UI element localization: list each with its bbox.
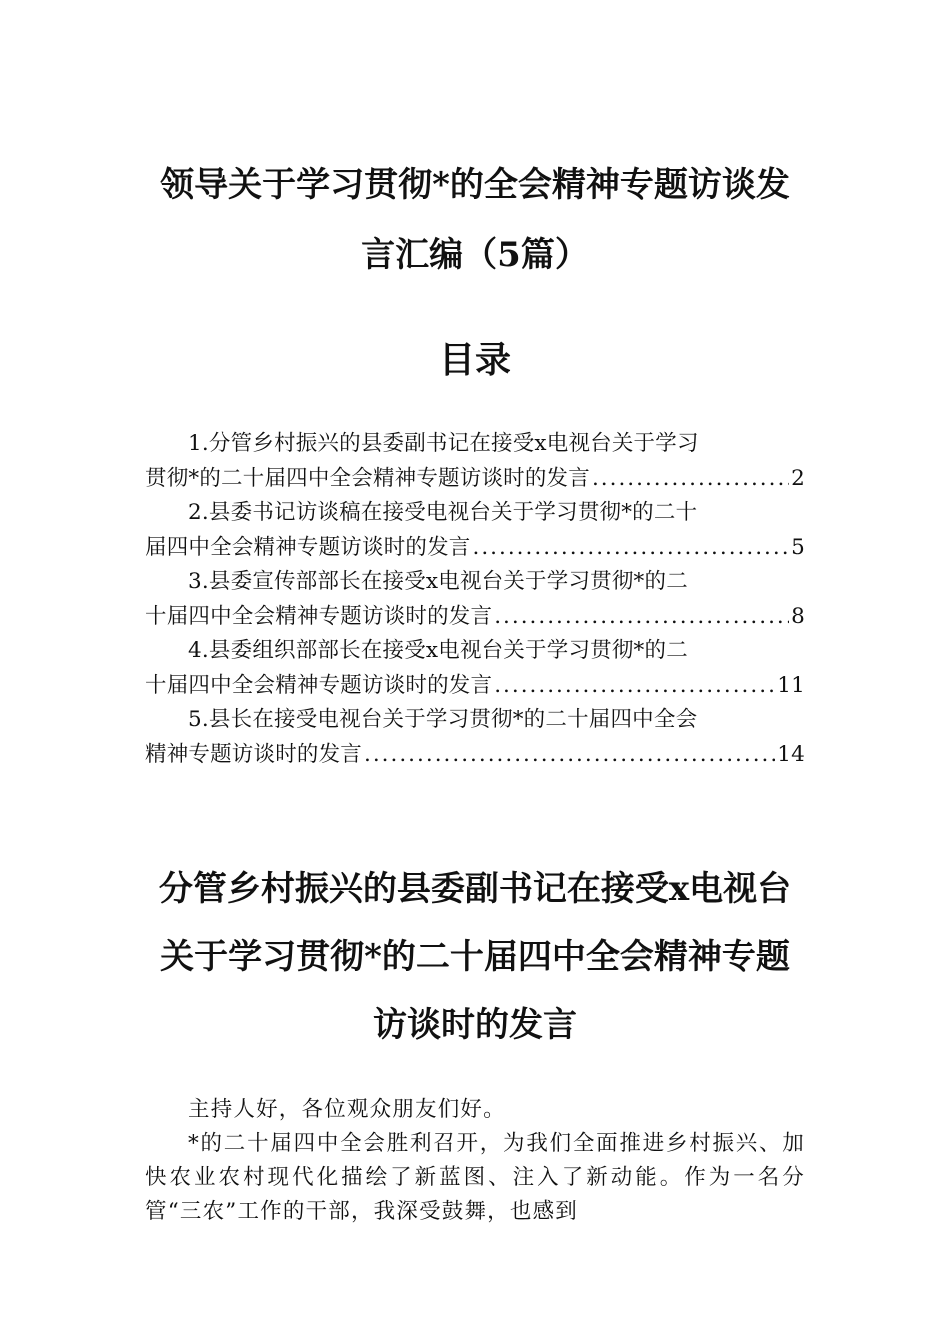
toc-entry-text: 届四中全会精神专题访谈时的发言 [145, 534, 471, 560]
body-paragraph: *的二十届四中全会胜利召开，为我们全面推进乡村振兴、加快农业农村现代化描绘了新蓝图、注入了新动能。作为一名分管“三农”工作的干部，我深受鼓舞，也感到 [145, 1131, 805, 1224]
toc-page-number: 5 [791, 534, 805, 560]
toc-page-number: 8 [791, 603, 805, 629]
toc-entry-4[interactable] [145, 634, 805, 703]
article-body [145, 1093, 805, 1229]
toc-entry-2[interactable] [145, 496, 805, 565]
toc-entry-text: 十届四中全会精神专题访谈时的发言 [145, 672, 493, 698]
toc-page-number: 2 [791, 465, 805, 491]
article-title: 分管乡村振兴的县委副书记在接受x电视台关于学习贯彻*的二十届四中全会精神专题访谈时的发言 [158, 869, 792, 1045]
toc-entry-text: 4.县委组织部部长在接受x电视台关于学习贯彻*的二 [188, 638, 688, 663]
toc-dot-leader [473, 531, 790, 566]
toc-entry-text: 精神专题访谈时的发言 [145, 741, 363, 767]
toc-entry-5[interactable] [145, 703, 805, 772]
toc-heading: 目录 [438, 339, 511, 381]
toc-page-number: 11 [777, 672, 805, 698]
toc-entry-text: 3.县委宣传部部长在接受x电视台关于学习贯彻*的二 [188, 569, 688, 594]
toc-entry-3[interactable] [145, 565, 805, 634]
toc-page-number: 14 [777, 741, 805, 767]
toc-dot-leader [494, 600, 789, 635]
toc-dot-leader [494, 669, 775, 704]
toc-entry-text: 2.县委书记访谈稿在接受电视台关于学习贯彻*的二十 [188, 500, 698, 525]
toc-entry-1[interactable] [145, 427, 805, 496]
toc-dot-leader [592, 462, 789, 497]
document-title: 领导关于学习贯彻*的全会精神专题访谈发言汇编（5篇） [160, 165, 790, 275]
toc-entry-text: 1.分管乡村振兴的县委副书记在接受x电视台关于学习 [188, 431, 699, 456]
table-of-contents [145, 427, 805, 772]
body-paragraph: 主持人好，各位观众朋友们好。 [188, 1097, 506, 1122]
toc-dot-leader [364, 738, 775, 773]
toc-entry-text: 5.县长在接受电视台关于学习贯彻*的二十届四中全会 [188, 707, 698, 732]
toc-entry-text: 十届四中全会精神专题访谈时的发言 [145, 603, 493, 629]
toc-entry-text: 贯彻*的二十届四中全会精神专题访谈时的发言 [145, 465, 590, 491]
